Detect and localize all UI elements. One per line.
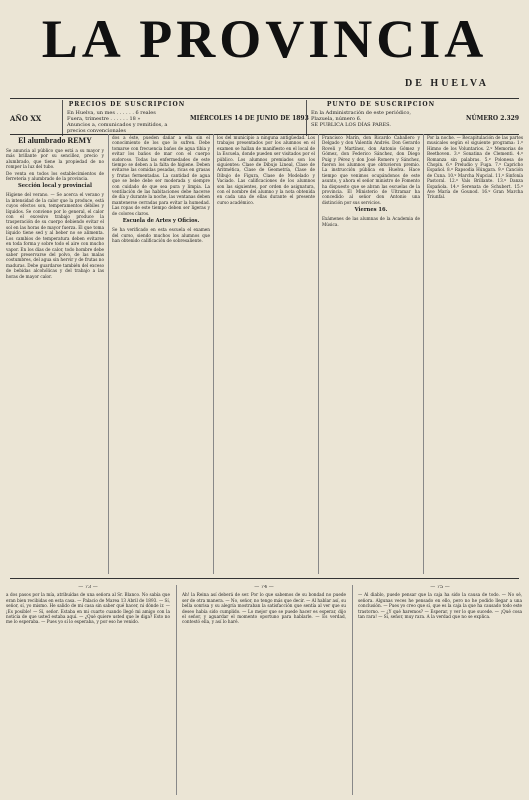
serial-column-2 — [182, 585, 346, 795]
paragraph: — Al diablo, puede pensar que la caja ha sido la causa de todo. — No sé, señora. Algunas veces he pensado en ello, pero no he podido llegar a una conclusión. — Pues yo creo que sí, que es la caja la que ha causado todo este trastorno. — ¿Y qué haremos? — Esperar, y ver lo que sucede. — ¡Qué cosa tan rara! — Si, señor, muy rara. A la verdad que no se explica. — [358, 592, 522, 620]
paragraph: Francisco Marín, don Ricardo Caballero y Delgado y don Valentín Andrés. Don Gerardo Roveli y Martínez, don Antonio Gómez y Gómez, don Federico Sánchez, don Diego Puig y Pérez y don José Romero y Sánchez, fueron los alumnos que obtuvieron premio. La instrucción pública en Huelva. Hace tiempo que venimos ocupándonos de este asunto, y ahora el señor ministro de Fomento ha dispuesto que se abran las escuelas de la provincia. El Ministerio de Ultramar ha concedido al señor don Antonio una distinción por sus servicios. — [322, 135, 420, 205]
paragraph: a dos pasos por la mía, atribuídas de una señora al Sr. Blanco. No sabía que eran bien recibidas en esta casa. — Palacio de Marea 13 Abril de 1893. — Sí, señor, sí, yo mismo. He salido de mi casa sin saber qué hacer, ni dónde ir. — ¡Es posible! — Sí, señor. Estaba en mi cuarto cuando llegó mi amigo con la noticia de que usted estaba aquí. — ¿Qué quiere usted que le diga? Esto no me lo esperaba. — Pues yo sí lo esperaba, y por eso he venido. — [6, 592, 170, 625]
subscription-heading: PUNTO DE SUSCRIPCION — [326, 101, 436, 108]
issue-date: MIÉRCOLES 14 DE JUNIO DE 1893 — [190, 115, 309, 122]
column-divider — [176, 585, 177, 795]
page-number: — 75 — — [430, 585, 450, 590]
page-number: — 74 — — [254, 585, 274, 590]
paragraph: De venta en todos los establecimientos de ferretería y alumbrado de la provincia. — [6, 170, 104, 182]
prices-line: Anuncios a, comunicados y remitidos, a precios convencionales — [67, 122, 168, 134]
serial-section — [6, 585, 523, 795]
newspaper-subtitle: DE HUELVA — [405, 78, 489, 89]
column-5 — [427, 134, 523, 574]
column-3 — [217, 134, 315, 574]
page-number: — 73 — — [78, 585, 98, 590]
issue-number: NÚMERO 2.329 — [465, 115, 519, 122]
column-divider — [423, 134, 424, 574]
paragraph: Se ha verificado en esta escuela el examen del curso, siendo muchos los alumnos que han obtenido calificación de sobresaliente. — [112, 227, 210, 243]
section-heading: Viernes 16. — [354, 207, 388, 214]
prices-heading: PRECIOS DE SUSCRIPCION — [68, 101, 186, 108]
paragraph: los del municipio a ninguna antigüedad. Los trabajos presentados por los alumnos en el examen se hallan de manifiesto en el local de la Escuela, donde pueden ser visitados por el público. Los alumnos premiados son los siguientes: Clase de Dibujo Lineal, Clase de Aritmética, Clase de Geometría, Clase de Dibujo de Figura, Clase de Modelado y Vaciado. Las calificaciones de los alumnos son las siguientes, por orden de asignatura, con el nombre del alumno y la nota obtenida en cada una de ellas durante el presente curso académico. — [217, 135, 315, 205]
article-columns — [6, 134, 523, 574]
serial-column-3 — [358, 585, 522, 795]
column-divider — [352, 585, 353, 795]
divider — [10, 98, 519, 99]
paragraph: Exámenes de las alumnas de la Academia de Música. — [322, 216, 420, 227]
serial-column-1 — [6, 585, 170, 795]
paragraph: Se anuncia al público que está a su mayor y más brillante por su sencillez, precio y alumbrado, que tiene la propiedad de no romper la luz del tubo. — [6, 148, 104, 170]
column-4 — [322, 134, 420, 574]
paragraph: Por la noche. — Recapitulación de las partes musicales según el siguiente programa: 1.º Himno de los Voluntarios. 2.º Memorias de Beethoven. 3.º Sonatina de Clementi. 4.º Romanza sin palabras. 5.º Polonesa de Chopin. 6.º Preludio y Fuga. 7.º Capricho Español. 8.º Rapsodia Húngara. 9.º Canción de Cuna. 10.º Marcha Nupcial. 11.º Sinfonía Pastoral. 12.º Vals Brillante. 13.º Danza Española. 14.º Serenata de Schubert. 15.º Ave María de Gounod. 16.º Gran Marcha Triunfal. — [427, 135, 523, 200]
article-heading: El alumbrado REMY — [18, 136, 92, 145]
prices-box — [62, 100, 191, 136]
paragraph: dos a éste, pueden dañar a ella sin el conocimiento de los que lo sufren. Debe tomarse con frecuencia baños de agua tibia y evitar los baños de mar con el cuerpo sudoroso. Todas las enfermedades de este tiempo se deben a la falta de higiene. Deben evitarse las comidas pesadas, ricas en grasas y frutas fermentadas. La cantidad de agua que se bebe debe ser moderada y siempre con cuidado de que sea pura y limpia. La ventilación de las habitaciones debe hacerse de día y durante la noche, las ventanas deben mantenerse cerradas para evitar la humedad. Las ropas de este tiempo deben ser ligeras y de colores claros. — [112, 135, 210, 216]
column-1 — [6, 134, 104, 574]
section-heading: Sección local y provincial — [18, 183, 92, 190]
column-2 — [112, 134, 210, 574]
subscription-line: En la Administración de este periódico, — [311, 110, 411, 116]
prices-line: En Huelva, un mes . . . . . . 6 reales — [67, 110, 156, 116]
subscription-line: SE PUBLICA LOS DÍAS PARES. — [311, 122, 391, 128]
column-divider — [213, 134, 214, 574]
column-divider — [318, 134, 319, 574]
column-divider — [108, 134, 109, 574]
masthead — [10, 8, 519, 100]
subscription-line: Plazuela, número 6. — [311, 116, 362, 122]
prices-line: Fuera, trimestre . . . . . . 18 » — [67, 116, 141, 122]
section-heading: Escuela de Artes y Oficios. — [122, 218, 200, 225]
newspaper-title: LA PROVINCIA — [41, 9, 488, 69]
paragraph: Higiene del verano. — Se acerca el verano y la intensidad de la calor que la produce, está cuyos efectos son, temperamentos débiles y líquidos. Se conviene por lo general, el calor con el excesivo trabajo produce la trasperación de su cuerpo debiendo evitar el sol en las horas de mayor fuerza. El que toma líquido tiene sed y al beber no se alimenta. Los cambios de temperatura deben evitarse en toda forma y sobre todo el aire con mucho vapor. En los días de calor, todo hombre debe saber preservarse del polvo, de las malas costumbres, del agua sin hervir y de frutas no maduras. Debe guardarse también del exceso de bebidas alcohólicas y del trabajo a las horas de mayor calor. — [6, 192, 104, 279]
info-bar — [10, 100, 519, 134]
year-label: AÑO XX — [10, 114, 42, 123]
divider — [10, 578, 519, 579]
subscription-box — [306, 100, 455, 136]
paragraph: Ah! la Reina así deberá de ser. Por lo que sabemos de su bondad no puede ser de otra manera. — No, señor, no tengo más que decir. — Al hablar así, su bella sonrisa y su alegría mostraban la satisfacción que sentía al ver que su deseo había sido cumplido. — Lo mejor que se puede hacer es esperar, dijo el señor, y aguardar el momento oportuno para hablarle. — Es verdad, contestó ella, y así lo haré. — [182, 592, 346, 625]
